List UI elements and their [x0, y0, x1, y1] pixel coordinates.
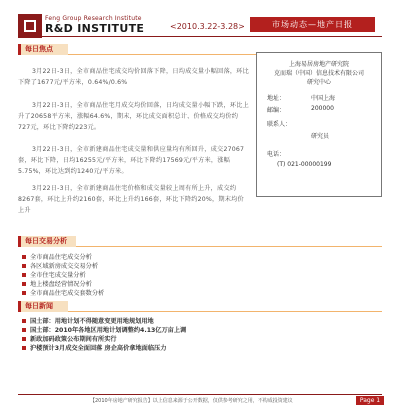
- footer-divider: [18, 394, 382, 395]
- info-org-line-3: 研究中心: [306, 79, 331, 86]
- bullet-icon: [22, 328, 26, 332]
- trade-item[interactable]: 全市住宅成交量分析: [22, 270, 86, 279]
- bullet-icon: [22, 255, 26, 259]
- section-underline: [68, 54, 256, 55]
- contact-info-box: [256, 52, 382, 197]
- info-value-zip: 200000: [311, 105, 334, 112]
- trade-item[interactable]: 地上楼盘经营情况分析: [22, 279, 92, 288]
- bullet-icon: [22, 282, 26, 286]
- info-value-phone: (T) 021-00000199: [277, 161, 332, 168]
- info-label-address: 地址：: [267, 95, 286, 102]
- focus-paragraph-2: 3月22日-3日，全市商品住宅月成交均价回落，日均成交量小幅下跌，环比上升了20658平方米，涨幅64.6%，期末，环比成交面积总计、价格成交均价约727元，环比下降约223元。: [18, 102, 249, 131]
- news-item[interactable]: 沪楼预计3月成交全面回落 房企高价拿地面临压力: [22, 343, 166, 352]
- info-value-address: 中国上海: [311, 95, 336, 102]
- page-number: Page 1: [356, 396, 384, 405]
- trade-item[interactable]: 全市商品住宅成交分析: [22, 252, 92, 261]
- bullet-icon: [22, 319, 26, 323]
- info-label-zip: 邮编：: [267, 107, 286, 114]
- logo-icon: [18, 14, 42, 38]
- trade-item[interactable]: 各区域新房成交交易分析: [22, 261, 98, 270]
- info-value-contact: 研究员: [311, 133, 330, 140]
- bullet-icon: [22, 273, 26, 277]
- info-org-line-1: 上海易居房地产研究院: [288, 61, 349, 68]
- bullet-icon: [22, 337, 26, 341]
- info-label-phone: 电话：: [267, 151, 286, 158]
- info-org-line-2: 克而瑞（中国）信息技术有限公司: [273, 70, 364, 77]
- report-title: 市场动态—地产日报: [250, 17, 375, 32]
- focus-paragraph-1: 3月22日-3日，全市商品住宅成交均价回落下降，日均成交量小幅回落，环比下降了1677元/平方米，0.64%/0.6%: [18, 68, 249, 86]
- news-item[interactable]: 国土部：2010年各地区用地计划调整约4.13亿万亩上调: [22, 325, 186, 334]
- focus-paragraph-3: 3月22日-3日，全市新建商品住宅成交量和供应量均有所回升，成交27067套，环比下降，日均16255元/平方米，环比下降约17569元/平方米，涨幅5.75%，环比达到约1240元/平方米。: [18, 146, 245, 175]
- header-divider: [18, 36, 382, 37]
- bullet-icon: [22, 264, 26, 268]
- logo-title: R&D INSTITUTE: [45, 22, 145, 35]
- bullet-icon: [22, 291, 26, 295]
- section-underline: [76, 246, 382, 247]
- trade-item[interactable]: 全市商品住宅成交套数分析: [22, 288, 104, 297]
- section-daily-news: 每日新闻: [18, 301, 68, 312]
- report-date: <2010.3.22-3.28>: [170, 22, 245, 31]
- news-item[interactable]: 新政加码政策公布期间有所实行: [22, 334, 117, 343]
- bullet-icon: [22, 346, 26, 350]
- news-item[interactable]: 国土部：用地计划不得随意变更用地规划用地: [22, 316, 154, 325]
- footer-disclaimer: 【2010年房地产研究报告】以上信息来源于公开数据，仅供参考研究之用，不构成投资建议: [90, 398, 293, 404]
- info-label-contact: 联系人：: [267, 121, 292, 128]
- section-underline: [68, 311, 382, 312]
- report-header: [0, 0, 400, 44]
- logo-subtitle: Feng Group Research Institute: [45, 15, 142, 22]
- section-daily-trade: 每日交易分析: [18, 236, 76, 247]
- focus-paragraph-4: 3月22日-3日，全市新建商品住宅价格和成交量较上周有所上升，成交约8267套，环比上升约2160套，环比上升约166套，环比下降约20%，期末均价上升: [18, 185, 244, 214]
- section-daily-focus: 每日焦点: [18, 44, 68, 55]
